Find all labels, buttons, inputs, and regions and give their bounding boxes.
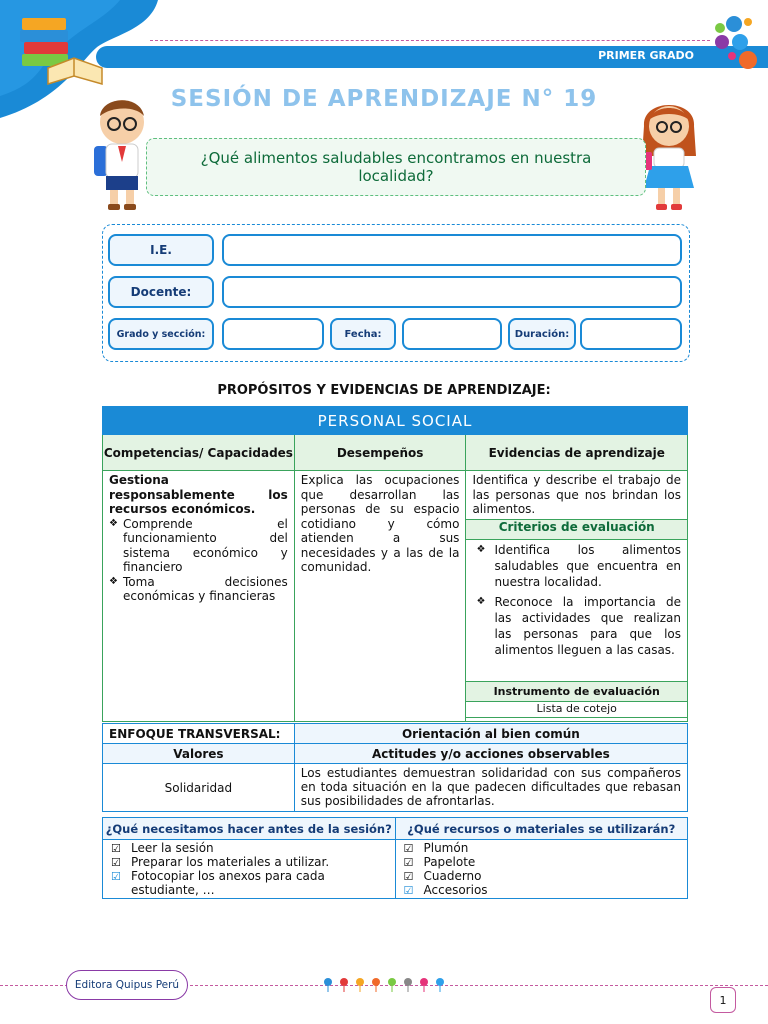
criterios-list	[466, 540, 687, 666]
header-dashed-line	[150, 40, 710, 41]
resources-list	[396, 840, 688, 898]
fecha-field[interactable]	[402, 318, 502, 350]
enfoque-name: Orientación al bien común	[294, 724, 687, 744]
area-header: PERSONAL SOCIAL	[103, 407, 688, 435]
desempeno-cell: Explica las ocupaciones que desarrollan las personas de su espacio cotidiano y cómo atienden a sus necesidades y a las de la comunidad.	[294, 471, 466, 722]
checkbox-icon: ☑	[403, 884, 414, 897]
duracion-field[interactable]	[580, 318, 682, 350]
colored-dots-decoration	[708, 14, 758, 70]
ie-label: I.E.	[108, 234, 214, 266]
resources-header: ¿Qué recursos o materiales se utilizarán?	[395, 818, 688, 840]
section-heading: PROPÓSITOS Y EVIDENCIAS DE APRENDIZAJE:	[217, 383, 551, 398]
checkbox-icon: ☑	[403, 842, 414, 855]
ie-field[interactable]	[222, 234, 682, 266]
purposes-table	[102, 406, 688, 722]
books-illustration	[18, 12, 104, 88]
enfoque-table	[102, 723, 688, 812]
column-header-evidencias: Evidencias de aprendizaje	[466, 435, 688, 471]
before-session-cell	[103, 840, 396, 899]
capacidades-list	[109, 517, 288, 604]
column-header-desempenos: Desempeños	[294, 435, 466, 471]
checklist-item: ☑ Leer la sesión	[111, 841, 214, 855]
page-number: 1	[710, 987, 736, 1013]
grado-label: Grado y sección:	[108, 318, 214, 350]
grado-field[interactable]	[222, 318, 324, 350]
instrumento-header: Instrumento de evaluación	[466, 681, 688, 701]
before-session-header: ¿Qué necesitamos hacer antes de la sesión?	[103, 818, 396, 840]
valores-header: Valores	[103, 744, 295, 764]
before-session-list	[103, 840, 395, 898]
resources-cell	[395, 840, 688, 899]
checklist-item: ☑ Preparar los materiales a utilizar.	[111, 855, 330, 869]
enfoque-label: ENFOQUE TRANSVERSAL:	[103, 724, 295, 744]
boy-illustration	[88, 92, 154, 214]
session-title: SESIÓN DE APRENDIZAJE N° 19	[170, 86, 598, 112]
column-header-competencias: Competencias/ Capacidades	[103, 435, 295, 471]
criterios-cell	[466, 539, 688, 681]
criterio-item: ❖ Reconoce la importancia de las actividades que realizan las personas para que los alimentos lleguen a las casas.	[472, 594, 681, 658]
checklist-item: ☑ Accesorios	[403, 883, 488, 897]
grade-label: PRIMER GRADO	[598, 49, 694, 62]
duracion-label: Duración:	[508, 318, 576, 350]
actitud-cell: Los estudiantes demuestran solidaridad con sus compañeros en toda situación en la que padecen dificultades que rebasan sus posibilidades de afrontarlas.	[294, 764, 687, 812]
instrumento-value: Lista de cotejo	[466, 701, 688, 717]
criterio-item: ❖ Identifica los alimentos saludables que encuentra en nuestra localidad.	[472, 542, 681, 590]
checkbox-icon: ☑	[111, 856, 121, 869]
spacer-cell	[466, 717, 688, 721]
capacidad-item: ❖ Toma decisiones económicas y financieras	[109, 575, 288, 604]
checklist-item: ☑ Fotocopiar los anexos para cada estudiante, …	[111, 869, 325, 897]
competencia-text: Gestiona responsablemente los recursos económicos.	[109, 473, 288, 516]
checkbox-icon: ☑	[403, 856, 414, 869]
checkbox-icon: ☑	[111, 842, 121, 855]
actitudes-header: Actitudes y/o acciones observables	[294, 744, 687, 764]
publisher-badge: Editora Quipus Perú	[66, 970, 188, 1000]
docente-label: Docente:	[108, 276, 214, 308]
checkbox-icon: ☑	[403, 870, 414, 883]
checklist-item: ☑ Papelote	[403, 855, 476, 869]
valor-cell: Solidaridad	[103, 764, 295, 812]
docente-field[interactable]	[222, 276, 682, 308]
preparation-table	[102, 817, 688, 899]
checklist-item: ☑ Plumón	[403, 841, 469, 855]
checkbox-icon: ☑	[111, 870, 121, 883]
evidencia-cell: Identifica y describe el trabajo de las personas que nos brindan los alimentos.	[466, 471, 688, 520]
criterios-header: Criterios de evaluación	[466, 519, 688, 539]
session-question: ¿Qué alimentos saludables encontramos en nuestra localidad?	[146, 138, 646, 196]
checklist-item: ☑ Cuaderno	[403, 869, 482, 883]
fecha-label: Fecha:	[330, 318, 396, 350]
capacidad-item: ❖ Comprende el funcionamiento del sistema económico y financiero	[109, 517, 288, 575]
competencias-cell	[103, 471, 295, 722]
pins-decoration	[322, 976, 446, 994]
